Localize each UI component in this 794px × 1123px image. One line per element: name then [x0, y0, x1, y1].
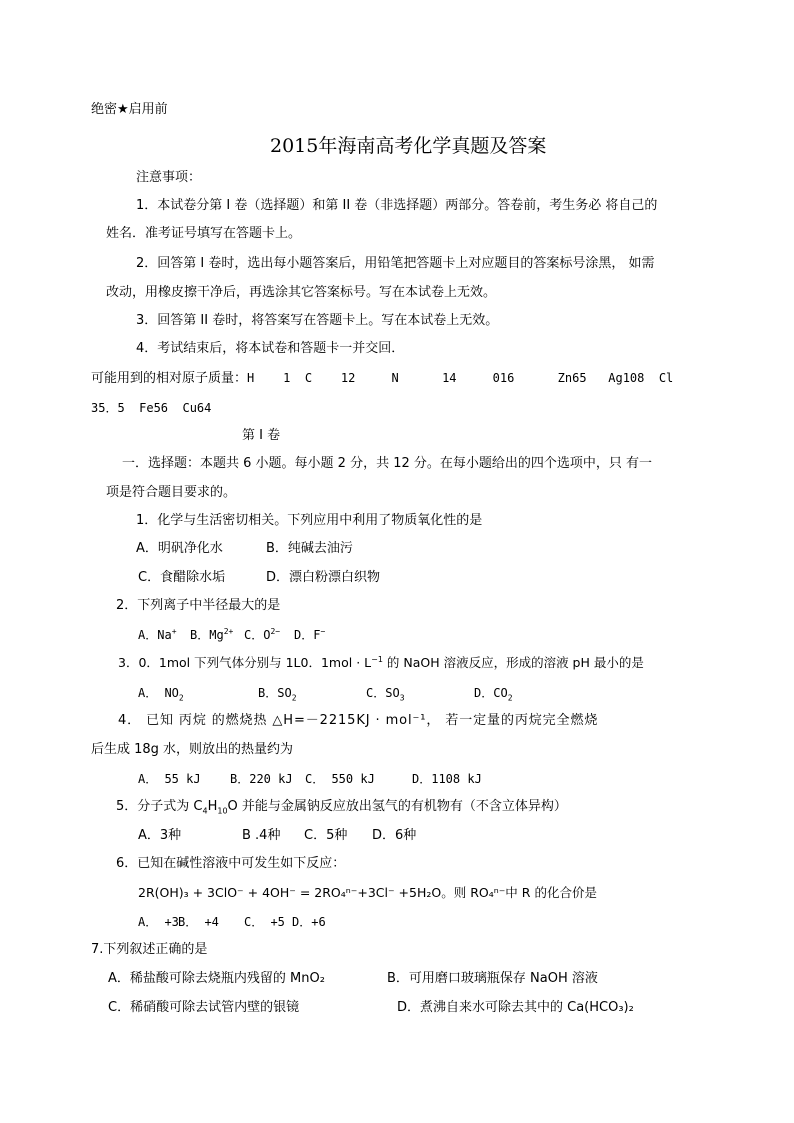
q2-option-b: B．$Mg^{2+}$: [190, 627, 234, 642]
q1-option-b: B．纯碱去油污: [266, 541, 353, 556]
atomic-masses-line2: 35．5 Fe56 Cu64: [91, 401, 212, 415]
q5-option-c: C．5种: [304, 828, 348, 843]
notice-item-3: 3．回答第 II 卷时，将答案写在答题卡上。写在本试卷上无效。: [136, 313, 499, 328]
q6-option-d: D．+6: [292, 915, 326, 929]
q5-option-b: B .4种: [242, 828, 281, 843]
q6-option-c: C． +5: [244, 915, 285, 929]
notice-item-2-cont: 改动，用橡皮擦干净后，再选涂其它答案标号。写在本试卷上无效。: [106, 285, 497, 300]
q6-option-a: A． +3: [138, 915, 179, 929]
q3-option-c: C．$SO_3$: [366, 686, 405, 703]
question-3-stem: 3．0．1mol 下列气体分别与 1L0．$1mol \cdot L^{-1}$ 的 NaOH 溶液反应，形成的溶液 pH 最小的是: [118, 654, 644, 670]
q6-option-b: B． +4: [178, 915, 219, 929]
question-7-options-row2: [108, 1000, 634, 1016]
q1-option-c: C．食醋除水垢: [138, 570, 226, 585]
notice-item-4: 4．考试结束后，将本试卷和答题卡一并交回．: [136, 341, 405, 356]
q5-option-d: D．6种: [372, 828, 417, 843]
question-6-options: [138, 914, 326, 930]
question-2-stem: 2．下列离子中半径最大的是: [116, 598, 281, 613]
q4-option-b: B．220 kJ: [230, 772, 293, 786]
q5-option-a: A．3种: [138, 828, 182, 843]
question-4-options: [138, 771, 482, 787]
q7-option-a: A．稀盐酸可除去烧瓶内残留的 MnO₂: [108, 971, 325, 986]
q3-option-b: B．$SO_2$: [258, 686, 297, 703]
q3-option-d: D．$CO_2$: [474, 686, 513, 703]
q4-option-a: A． 55 kJ: [138, 772, 201, 786]
question-3-options: [138, 685, 513, 701]
q3-option-a: A． $NO_2$: [138, 686, 184, 703]
question-2-options: [138, 627, 325, 643]
atomic-masses-values: H 1 C 12 N 14 016 Zn65 Ag108 Cl: [247, 371, 674, 385]
question-5-stem: 5．分子式为 $C_4H_{10}O$ 并能与金属钠反应放出氢气的有机物有（不含立体异构）: [116, 799, 567, 816]
q2-option-d: D．F−: [294, 627, 326, 642]
notice-heading: 注意事项：: [136, 170, 202, 185]
page-title: 2015年海南高考化学真题及答案: [270, 135, 547, 157]
question-4-stem-cont: 后生成 18g 水，则放出的热量约为: [91, 742, 294, 757]
question-5-options: [138, 828, 416, 844]
notice-item-1: 1．本试卷分第 I 卷（选择题）和第 II 卷（非选择题）两部分。答卷前，考生务必 将自己的: [136, 198, 658, 213]
question-7-options-row1: [108, 971, 598, 987]
q7-option-c: C．稀硝酸可除去试管内壁的银镜: [108, 1000, 300, 1015]
question-1-options-row1: [136, 541, 353, 557]
q1-option-d: D．漂白粉漂白织物: [266, 570, 381, 585]
section-intro-cont: 项是符合题目要求的。: [106, 485, 237, 500]
q2-option-a: A．Na+: [138, 627, 177, 642]
section-heading: 第 I 卷: [242, 428, 281, 443]
q7-option-d: D．煮沸自来水可除去其中的 Ca(HCO₃)₂: [397, 1000, 634, 1015]
question-4-stem: 4． 已知 丙烷 的燃烧热 △H=－2215KJ · mol⁻¹， 若一定量的丙烷完全燃烧: [118, 713, 599, 728]
question-7-stem: 7.下列叙述正确的是: [91, 942, 208, 957]
secret-mark: 绝密★启用前: [91, 102, 168, 117]
q2-option-c: C．$O^{2-}$: [244, 627, 281, 642]
q4-option-d: D．1108 kJ: [412, 772, 482, 786]
question-1-stem: 1．化学与生活密切相关。下列应用中利用了物质氧化性的是: [136, 513, 483, 528]
q7-option-b: B．可用磨口玻璃瓶保存 NaOH 溶液: [387, 971, 598, 986]
notice-item-2: 2．回答第 I 卷时，选出每小题答案后，用铅笔把答题卡上对应题目的答案标号涂黑， 如需: [136, 256, 655, 271]
atomic-masses-label: 可能用到的相对原子质量：: [91, 371, 248, 386]
question-6-stem: 6．已知在碱性溶液中可发生如下反应：: [116, 856, 346, 871]
q1-option-a: A．明矾净化水: [136, 541, 223, 556]
q4-option-c: C． 550 kJ: [305, 772, 375, 786]
section-intro: 一．选择题：本题共 6 小题。每小题 2 分，共 12 分。在每小题给出的四个选项中，只 有一: [122, 456, 653, 471]
question-1-options-row2: [138, 570, 380, 586]
question-6-equation: 2R(OH)₃ + 3ClO⁻ + 4OH⁻ = 2RO₄ⁿ⁻+3Cl⁻ +5H₂O。则 RO₄ⁿ⁻中 R 的化合价是: [138, 885, 597, 900]
notice-item-1-cont: 姓名．准考证号填写在答题卡上。: [106, 226, 302, 241]
atomic-masses-line1: [91, 370, 673, 387]
